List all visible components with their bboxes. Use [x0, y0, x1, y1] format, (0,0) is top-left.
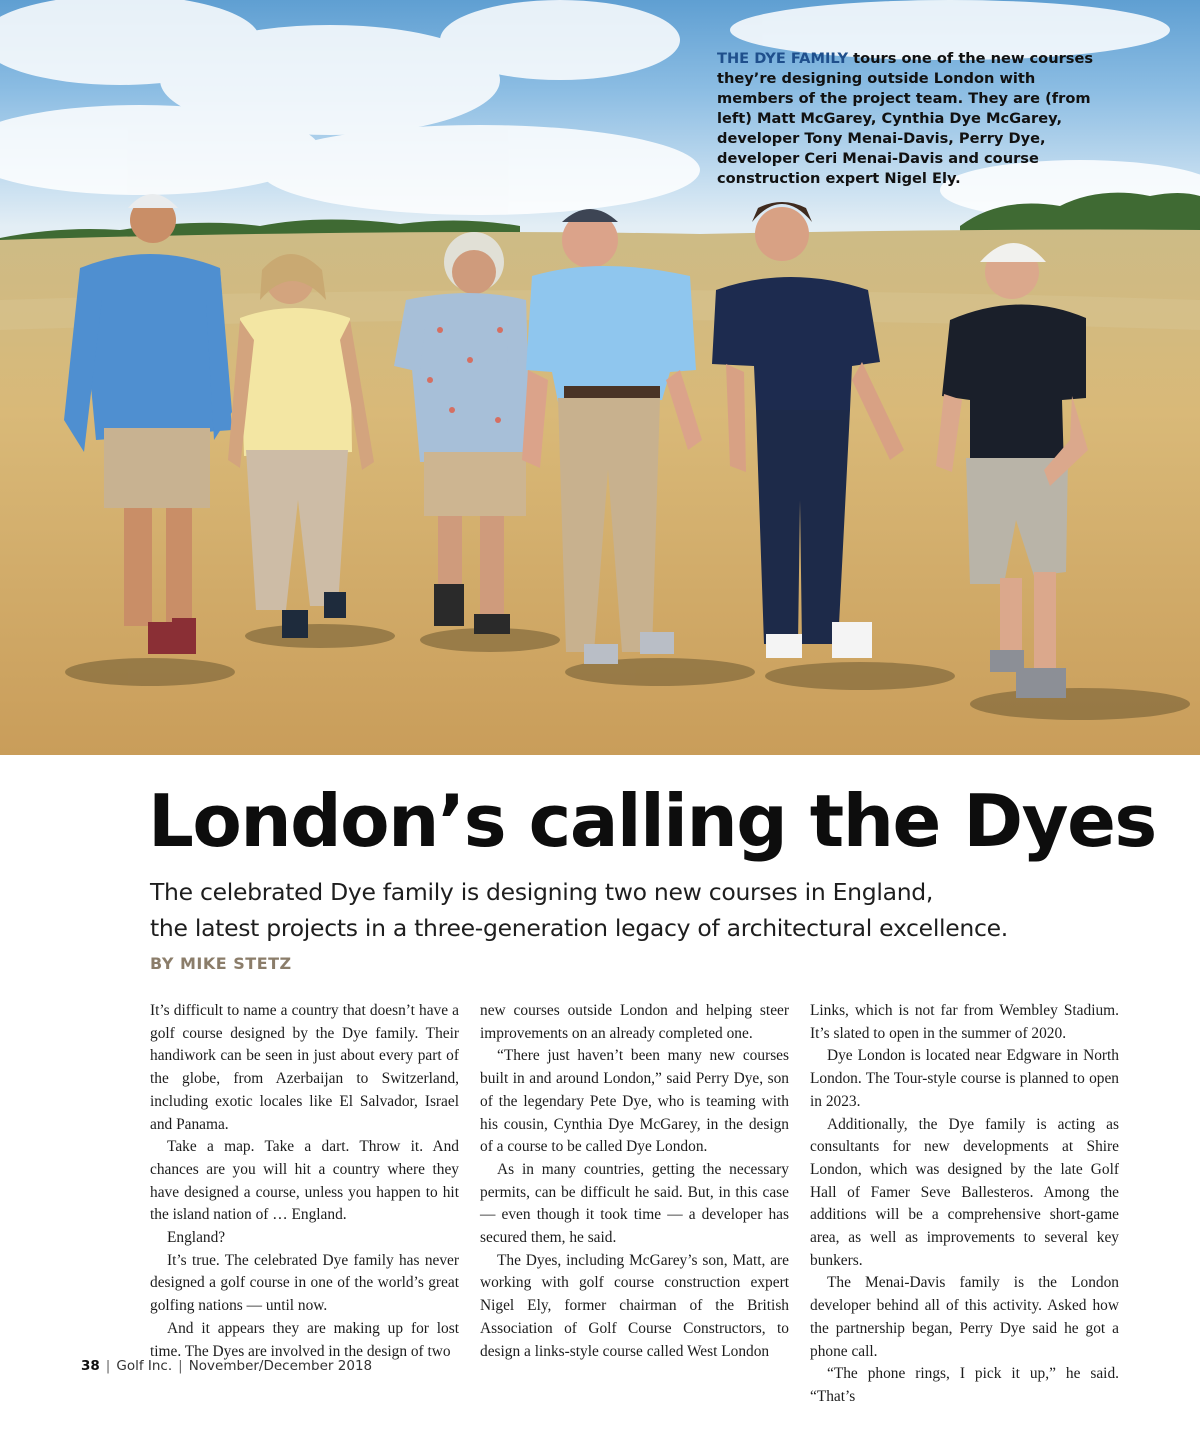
footer-divider: | [105, 1358, 111, 1374]
body-column-3 [810, 1000, 1119, 1409]
byline: BY MIKE STETZ [150, 954, 292, 973]
paragraph: The Dyes, including McGarey’s son, Matt, are working with golf course construction expert Nigel Ely, former chairman of the British Association of Golf Course Constructors, to design a links-style course called West London [480, 1251, 789, 1360]
caption-lead: THE DYE FAMILY [717, 50, 849, 67]
photo-caption [717, 49, 1112, 189]
paragraph: Additionally, the Dye family is acting as consultants for new developments at Shire London, which was designed by the late Golf Hall of Famer Seve Ballesteros. Among the additions will be a comprehensive short-game area, as well as improvements to several key bunkers. [810, 1115, 1119, 1269]
article-headline: London’s calling the Dyes [148, 779, 1156, 863]
paragraph: It’s true. The celebrated Dye family has never designed a golf course in one of the world’s great golfing nations — until now. [150, 1251, 459, 1315]
paragraph: Take a map. Take a dart. Throw it. And chances are you will hit a country where they have designed a course, unless you happen to hit the island nation of … England. [150, 1138, 459, 1224]
page-number: 38 [81, 1358, 100, 1374]
caption-text: tours one of the new courses they’re designing outside London with members of the project team. They are (from left) Matt McGarey, Cynthia Dye McGarey, developer Tony Menai-Davis, Perry Dye, developer Ceri Menai-Davis and course construction expert Nigel Ely. [717, 50, 1094, 187]
article-deck [150, 874, 1110, 946]
footer-divider: | [178, 1358, 183, 1374]
paragraph: new courses outside London and helping steer improvements on an already completed one. [480, 1002, 789, 1042]
publication-name: Golf Inc. [116, 1358, 173, 1374]
paragraph: It’s difficult to name a country that doesn’t have a golf course designed by the Dye family. Their handiwork can be seen in just about every part of the globe, from Azerbaijan to Switzerland, including exotic locales like El Salvador, Israel and Panama. [150, 1002, 459, 1133]
body-column-1 [150, 1000, 459, 1363]
paragraph: “There just haven’t been many new courses built in and around London,” said Perry Dye, son of the legendary Pete Dye, who is teaming with his cousin, Cynthia Dye McGarey, in the design of a course to be called Dye London. [480, 1047, 789, 1156]
paragraph: The Menai-Davis family is the London developer behind all of this activity. Asked how the partnership began, Perry Dye said he got a phone call. [810, 1274, 1119, 1360]
paragraph: England? [167, 1229, 226, 1247]
deck-line-1: The celebrated Dye family is designing two new courses in England, [150, 878, 934, 906]
page-footer [81, 1358, 372, 1374]
paragraph: As in many countries, getting the necessary permits, can be difficult he said. But, in this case — even though it took time — a developer has secured them, he said. [480, 1160, 789, 1247]
issue-date: November/December 2018 [188, 1358, 373, 1374]
paragraph: “The phone rings, I pick it up,” he said. “That’s [810, 1365, 1119, 1405]
paragraph: And it appears they are making up for lost time. The Dyes are involved in the design of two [150, 1319, 459, 1360]
paragraph: Links, which is not far from Wembley Stadium. It’s slated to open in the summer of 2020. [810, 1002, 1119, 1042]
paragraph: Dye London is located near Edgware in North London. The Tour-style course is planned to open in 2023. [810, 1047, 1119, 1110]
body-column-2 [480, 1000, 789, 1363]
deck-line-2: the latest projects in a three-generation legacy of architectural excellence. [150, 914, 1008, 942]
